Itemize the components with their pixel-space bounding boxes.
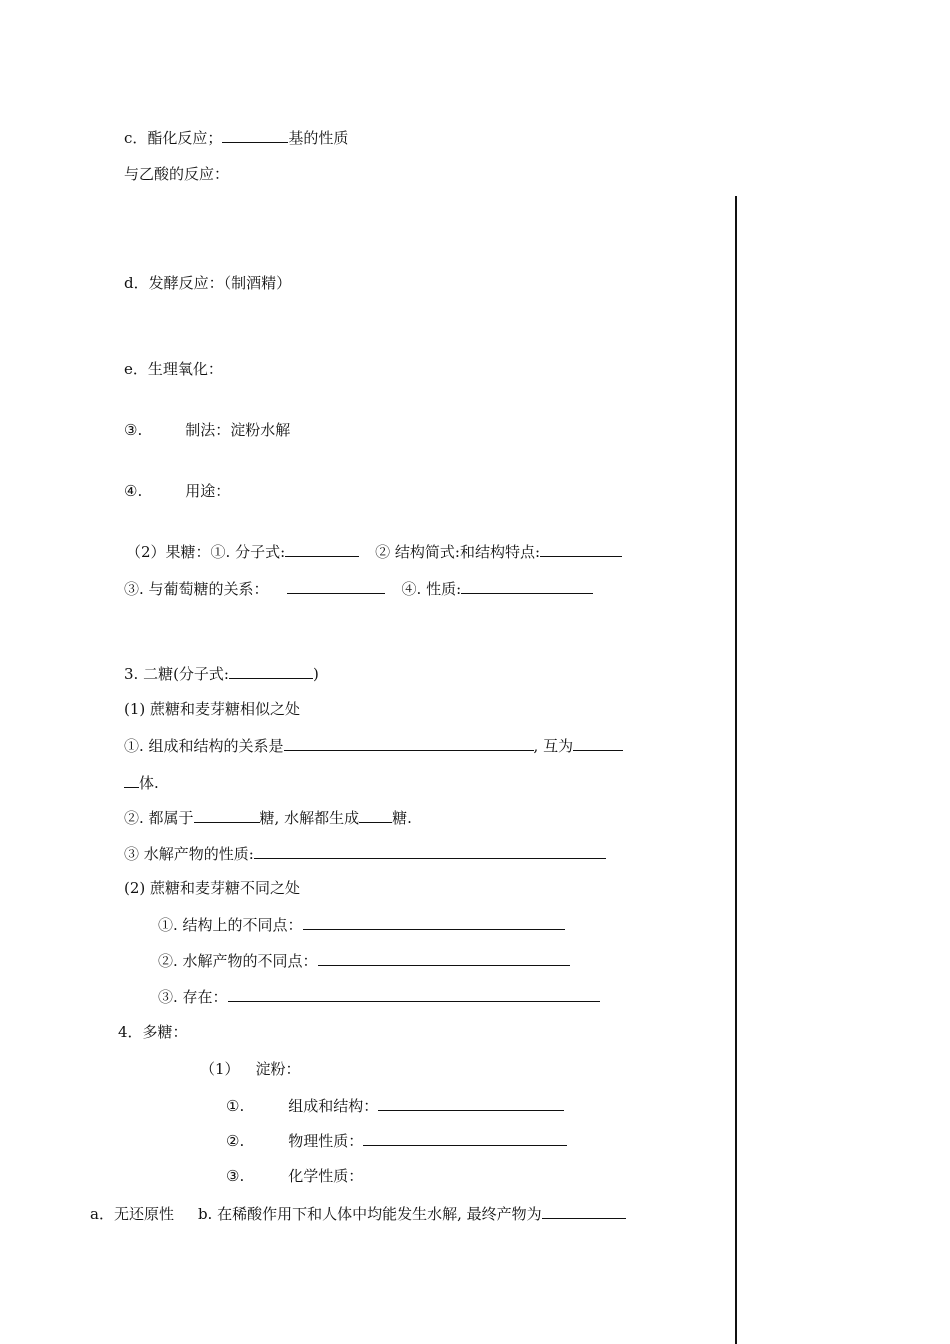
line-fructose bbox=[126, 541, 622, 562]
starch-text: 淀粉： bbox=[255, 1060, 301, 1078]
similar-2-end: 糖. bbox=[392, 809, 412, 827]
usage-text: 用途： bbox=[185, 482, 231, 500]
line-esterification bbox=[124, 127, 348, 148]
esterification-text: c．酯化反应； bbox=[124, 129, 223, 147]
starch-2-label: 物理性质： bbox=[288, 1132, 364, 1150]
fructose-formula-label: （2）果糖：①. 分子式: bbox=[126, 543, 286, 561]
line-disaccharide bbox=[124, 663, 319, 684]
line-similar-1 bbox=[124, 735, 623, 756]
different-3-label: ③. 存在： bbox=[158, 988, 228, 1006]
item-number: ②. bbox=[226, 1132, 245, 1150]
line-similar-3 bbox=[124, 843, 606, 864]
line-similarities: (1) 蔗糖和麦芽糖相似之处 bbox=[124, 700, 301, 718]
hydrolysis-label: b. 在稀酸作用下和人体中均能发生水解, 最终产物为 bbox=[197, 1205, 542, 1223]
blank-field[interactable] bbox=[194, 807, 260, 823]
different-2-label: ②. 水解产物的不同点： bbox=[158, 952, 318, 970]
item-number: ①. bbox=[226, 1097, 245, 1115]
line-fermentation: d．发酵反应：（制酒精） bbox=[124, 274, 292, 292]
blank-field[interactable] bbox=[359, 807, 392, 823]
line-different-3 bbox=[158, 986, 600, 1007]
similar-1b-text: 体. bbox=[139, 774, 159, 792]
blank-field[interactable] bbox=[542, 1203, 626, 1219]
item-number: ④. bbox=[124, 482, 143, 500]
blank-field[interactable] bbox=[363, 1130, 567, 1146]
fructose-structure-label: ② 结构简式:和结构特点: bbox=[375, 543, 541, 561]
item-number: ③. bbox=[124, 421, 143, 439]
similar-3-label: ③ 水解产物的性质: bbox=[124, 845, 254, 863]
different-1-label: ①. 结构上的不同点： bbox=[158, 916, 303, 934]
disaccharide-label: 3. 二糖(分子式: bbox=[124, 665, 229, 683]
line-usage bbox=[124, 481, 230, 501]
blank-field[interactable] bbox=[124, 772, 139, 788]
esterification-suffix: 基的性质 bbox=[288, 129, 349, 147]
similar-1-mid: , 互为 bbox=[533, 737, 574, 755]
blank-field[interactable] bbox=[285, 541, 359, 557]
similar-1-label: ①. 组成和结构的关系是 bbox=[124, 737, 284, 755]
line-different-2 bbox=[158, 950, 570, 971]
blank-field[interactable] bbox=[573, 735, 623, 751]
line-starch-3 bbox=[226, 1166, 363, 1186]
line-starch bbox=[200, 1059, 301, 1079]
line-glucose-relation bbox=[124, 578, 593, 599]
blank-field[interactable] bbox=[229, 663, 313, 679]
margin-rule bbox=[735, 196, 737, 1344]
blank-field[interactable] bbox=[287, 578, 385, 594]
similar-2-label: ②. 都属于 bbox=[124, 809, 194, 827]
blank-field[interactable] bbox=[378, 1095, 564, 1111]
blank-field[interactable] bbox=[540, 541, 622, 557]
line-starch-chemistry bbox=[90, 1203, 626, 1224]
blank-field[interactable] bbox=[284, 735, 534, 751]
line-starch-1 bbox=[226, 1095, 564, 1116]
blank-field[interactable] bbox=[222, 127, 288, 143]
starch-1-label: 组成和结构： bbox=[288, 1097, 379, 1115]
line-starch-2 bbox=[226, 1130, 567, 1151]
disaccharide-close: ) bbox=[313, 665, 319, 683]
line-acetic-reaction: 与乙酸的反应： bbox=[124, 165, 230, 183]
line-similar-2 bbox=[124, 807, 412, 828]
line-similar-1b bbox=[124, 772, 159, 793]
line-oxidation: e．生理氧化： bbox=[124, 360, 223, 378]
similar-2-mid: 糖, 水解都生成 bbox=[259, 809, 360, 827]
preparation-text: 制法：淀粉水解 bbox=[185, 421, 291, 439]
blank-field[interactable] bbox=[461, 578, 593, 594]
line-differences: (2) 蔗糖和麦芽糖不同之处 bbox=[124, 879, 301, 897]
blank-field[interactable] bbox=[254, 843, 606, 859]
blank-field[interactable] bbox=[303, 914, 565, 930]
relation-label: ③. 与葡萄糖的关系： bbox=[124, 580, 269, 598]
line-preparation bbox=[124, 420, 290, 440]
no-reducibility: a．无还原性 bbox=[90, 1205, 174, 1223]
starch-3-label: 化学性质： bbox=[288, 1167, 364, 1185]
line-polysaccharide: 4．多糖： bbox=[118, 1023, 188, 1041]
line-different-1 bbox=[158, 914, 565, 935]
blank-field[interactable] bbox=[228, 986, 600, 1002]
starch-number: （1） bbox=[200, 1060, 240, 1078]
property-label: ④. 性质: bbox=[401, 580, 462, 598]
blank-field[interactable] bbox=[318, 950, 570, 966]
item-number: ③. bbox=[226, 1167, 245, 1185]
